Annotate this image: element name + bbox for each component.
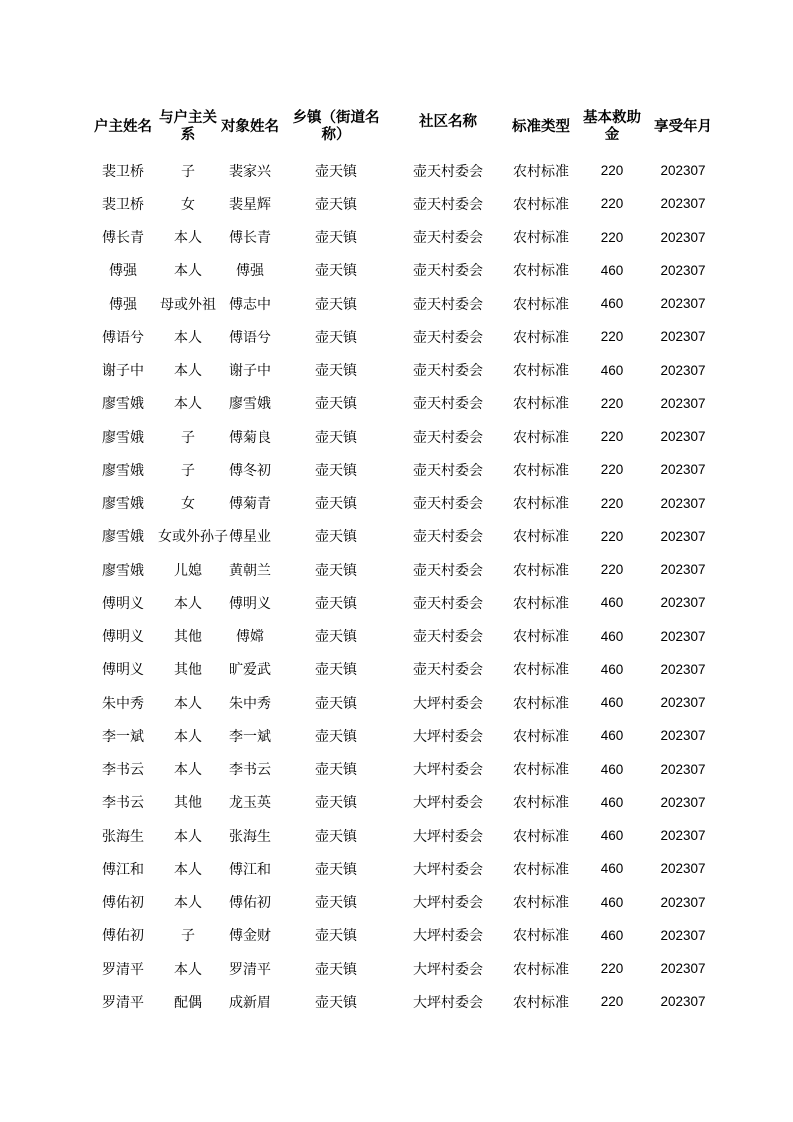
- cell-household-head: 廖雪娥: [102, 396, 144, 413]
- cell-recipient-name: 廖雪娥: [229, 396, 271, 413]
- cell-month: 202307: [660, 861, 706, 877]
- cell-household-head: 李一斌: [102, 728, 144, 745]
- cell-relation: 配偶: [174, 994, 202, 1011]
- cell-household-head: 罗清平: [102, 994, 144, 1011]
- cell-relation: 本人: [174, 895, 202, 912]
- cell-basic-aid: 460: [600, 828, 624, 844]
- cell-basic-aid: 460: [600, 761, 624, 777]
- cell-standard-type: 农村标准: [513, 994, 569, 1011]
- cell-community: 大坪村委会: [413, 961, 483, 978]
- cell-relation: 子: [181, 462, 195, 479]
- cell-standard-type: 农村标准: [513, 695, 569, 712]
- table-row: [88, 686, 718, 719]
- cell-month: 202307: [660, 362, 706, 378]
- cell-community: 壶天村委会: [413, 462, 483, 479]
- cell-community: 壶天村委会: [413, 629, 483, 646]
- cell-standard-type: 农村标准: [513, 961, 569, 978]
- cell-recipient-name: 罗清平: [229, 961, 271, 978]
- cell-standard-type: 农村标准: [513, 163, 569, 180]
- cell-recipient-name: 傅强: [236, 263, 264, 280]
- cell-recipient-name: 傅志中: [229, 296, 271, 313]
- cell-household-head: 张海生: [102, 828, 144, 845]
- table-row: [88, 985, 718, 1018]
- cell-relation: 儿媳: [174, 562, 202, 579]
- cell-relation: 其他: [174, 662, 202, 679]
- cell-recipient-name: 李一斌: [229, 728, 271, 745]
- cell-standard-type: 农村标准: [513, 562, 569, 579]
- table-row: [88, 553, 718, 586]
- cell-month: 202307: [660, 495, 706, 511]
- cell-standard-type: 农村标准: [513, 429, 569, 446]
- cell-month: 202307: [660, 296, 706, 312]
- cell-recipient-name: 傅菊青: [229, 496, 271, 513]
- cell-household-head: 裴卫桥: [102, 196, 144, 213]
- cell-town: 壶天镇: [315, 196, 357, 213]
- table-row: [88, 354, 718, 387]
- cell-relation: 子: [181, 928, 195, 945]
- cell-town: 壶天镇: [315, 496, 357, 513]
- cell-community: 壶天村委会: [413, 529, 483, 546]
- cell-basic-aid: 460: [600, 296, 624, 312]
- cell-recipient-name: 朱中秀: [229, 695, 271, 712]
- cell-town: 壶天镇: [315, 363, 357, 380]
- cell-recipient-name: 旷爱武: [229, 662, 271, 679]
- table-row: [88, 420, 718, 453]
- cell-household-head: 谢子中: [102, 363, 144, 380]
- table-row: [88, 852, 718, 885]
- table-row: [88, 653, 718, 686]
- cell-standard-type: 农村标准: [513, 462, 569, 479]
- cell-recipient-name: 傅冬初: [229, 462, 271, 479]
- cell-relation: 女或外孙子: [158, 529, 228, 546]
- cell-town: 壶天镇: [315, 163, 357, 180]
- cell-month: 202307: [660, 262, 706, 278]
- cell-household-head: 李书云: [102, 762, 144, 779]
- header-household-head: 户主姓名: [94, 118, 152, 135]
- cell-town: 壶天镇: [315, 230, 357, 247]
- cell-household-head: 傅语兮: [102, 329, 144, 346]
- header-town: 乡镇（街道名称）: [292, 110, 380, 143]
- cell-basic-aid: 220: [600, 429, 624, 445]
- header-standard-type: 标准类型: [512, 118, 570, 135]
- cell-community: 壶天村委会: [413, 662, 483, 679]
- cell-household-head: 廖雪娥: [102, 429, 144, 446]
- cell-basic-aid: 220: [600, 163, 624, 179]
- cell-household-head: 傅强: [109, 263, 137, 280]
- cell-community: 大坪村委会: [413, 695, 483, 712]
- cell-basic-aid: 460: [600, 695, 624, 711]
- cell-community: 壶天村委会: [413, 363, 483, 380]
- cell-town: 壶天镇: [315, 529, 357, 546]
- table-row: [88, 287, 718, 320]
- cell-relation: 本人: [174, 861, 202, 878]
- header-relation: 与户主关系: [159, 110, 217, 143]
- cell-relation: 本人: [174, 595, 202, 612]
- cell-month: 202307: [660, 562, 706, 578]
- cell-month: 202307: [660, 196, 706, 212]
- cell-basic-aid: 220: [600, 462, 624, 478]
- cell-household-head: 傅明义: [102, 662, 144, 679]
- table-row: [88, 154, 718, 187]
- cell-relation: 本人: [174, 230, 202, 247]
- cell-basic-aid: 220: [600, 961, 624, 977]
- cell-relation: 其他: [174, 795, 202, 812]
- cell-month: 202307: [660, 163, 706, 179]
- cell-recipient-name: 傅明义: [229, 595, 271, 612]
- table-row: [88, 254, 718, 287]
- cell-town: 壶天镇: [315, 762, 357, 779]
- cell-community: 大坪村委会: [413, 795, 483, 812]
- cell-basic-aid: 220: [600, 395, 624, 411]
- cell-recipient-name: 黄朝兰: [229, 562, 271, 579]
- cell-month: 202307: [660, 395, 706, 411]
- table-row: [88, 320, 718, 353]
- cell-recipient-name: 张海生: [229, 828, 271, 845]
- cell-town: 壶天镇: [315, 662, 357, 679]
- cell-town: 壶天镇: [315, 595, 357, 612]
- cell-town: 壶天镇: [315, 861, 357, 878]
- table-row: [88, 919, 718, 952]
- cell-recipient-name: 龙玉英: [229, 795, 271, 812]
- cell-standard-type: 农村标准: [513, 728, 569, 745]
- cell-standard-type: 农村标准: [513, 529, 569, 546]
- cell-basic-aid: 220: [600, 229, 624, 245]
- cell-relation: 本人: [174, 263, 202, 280]
- cell-month: 202307: [660, 961, 706, 977]
- cell-household-head: 朱中秀: [102, 695, 144, 712]
- table-row: [88, 753, 718, 786]
- cell-town: 壶天镇: [315, 828, 357, 845]
- cell-month: 202307: [660, 661, 706, 677]
- cell-basic-aid: 220: [600, 329, 624, 345]
- cell-relation: 女: [181, 196, 195, 213]
- cell-community: 壶天村委会: [413, 429, 483, 446]
- cell-recipient-name: 傅江和: [229, 861, 271, 878]
- cell-recipient-name: 傅嫦: [236, 629, 264, 646]
- cell-basic-aid: 220: [600, 994, 624, 1010]
- cell-month: 202307: [660, 894, 706, 910]
- cell-recipient-name: 傅语兮: [229, 329, 271, 346]
- cell-relation: 本人: [174, 396, 202, 413]
- cell-standard-type: 农村标准: [513, 263, 569, 280]
- cell-community: 大坪村委会: [413, 762, 483, 779]
- table-row: [88, 487, 718, 520]
- cell-basic-aid: 460: [600, 927, 624, 943]
- cell-town: 壶天镇: [315, 895, 357, 912]
- cell-town: 壶天镇: [315, 396, 357, 413]
- cell-town: 壶天镇: [315, 329, 357, 346]
- cell-household-head: 傅长青: [102, 230, 144, 247]
- cell-community: 壶天村委会: [413, 230, 483, 247]
- cell-standard-type: 农村标准: [513, 828, 569, 845]
- cell-community: 壶天村委会: [413, 329, 483, 346]
- cell-community: 壶天村委会: [413, 595, 483, 612]
- cell-community: 壶天村委会: [413, 562, 483, 579]
- cell-town: 壶天镇: [315, 994, 357, 1011]
- cell-household-head: 廖雪娥: [102, 529, 144, 546]
- cell-household-head: 裴卫桥: [102, 163, 144, 180]
- cell-community: 壶天村委会: [413, 163, 483, 180]
- cell-month: 202307: [660, 628, 706, 644]
- cell-month: 202307: [660, 528, 706, 544]
- cell-month: 202307: [660, 761, 706, 777]
- header-recipient-name: 对象姓名: [221, 118, 279, 135]
- cell-relation: 女: [181, 496, 195, 513]
- cell-recipient-name: 裴星辉: [229, 196, 271, 213]
- cell-household-head: 廖雪娥: [102, 562, 144, 579]
- cell-relation: 本人: [174, 695, 202, 712]
- cell-basic-aid: 460: [600, 728, 624, 744]
- table-row: [88, 520, 718, 553]
- cell-relation: 本人: [174, 961, 202, 978]
- cell-household-head: 傅强: [109, 296, 137, 313]
- cell-month: 202307: [660, 229, 706, 245]
- cell-month: 202307: [660, 794, 706, 810]
- cell-relation: 本人: [174, 329, 202, 346]
- cell-recipient-name: 裴家兴: [229, 163, 271, 180]
- table-row: [88, 719, 718, 752]
- table-row: [88, 387, 718, 420]
- cell-recipient-name: 傅佑初: [229, 895, 271, 912]
- cell-household-head: 傅江和: [102, 861, 144, 878]
- cell-relation: 本人: [174, 762, 202, 779]
- cell-standard-type: 农村标准: [513, 595, 569, 612]
- cell-household-head: 李书云: [102, 795, 144, 812]
- table-row: [88, 586, 718, 619]
- table-row: [88, 819, 718, 852]
- cell-standard-type: 农村标准: [513, 762, 569, 779]
- cell-standard-type: 农村标准: [513, 296, 569, 313]
- cell-standard-type: 农村标准: [513, 895, 569, 912]
- table-row: [88, 221, 718, 254]
- cell-basic-aid: 460: [600, 262, 624, 278]
- assistance-roster: [88, 100, 728, 1019]
- cell-basic-aid: 460: [600, 661, 624, 677]
- cell-relation: 本人: [174, 728, 202, 745]
- cell-town: 壶天镇: [315, 263, 357, 280]
- cell-town: 壶天镇: [315, 695, 357, 712]
- cell-month: 202307: [660, 595, 706, 611]
- cell-basic-aid: 220: [600, 562, 624, 578]
- cell-community: 大坪村委会: [413, 728, 483, 745]
- header-community: 社区名称: [419, 113, 477, 130]
- cell-household-head: 罗清平: [102, 961, 144, 978]
- cell-standard-type: 农村标准: [513, 928, 569, 945]
- cell-community: 壶天村委会: [413, 196, 483, 213]
- cell-household-head: 傅明义: [102, 595, 144, 612]
- header-basic-aid: 基本救助金: [583, 110, 641, 143]
- cell-basic-aid: 220: [600, 196, 624, 212]
- cell-basic-aid: 460: [600, 628, 624, 644]
- cell-standard-type: 农村标准: [513, 795, 569, 812]
- cell-community: 壶天村委会: [413, 396, 483, 413]
- cell-community: 大坪村委会: [413, 895, 483, 912]
- cell-standard-type: 农村标准: [513, 329, 569, 346]
- table-row: [88, 453, 718, 486]
- cell-month: 202307: [660, 927, 706, 943]
- cell-town: 壶天镇: [315, 795, 357, 812]
- cell-town: 壶天镇: [315, 462, 357, 479]
- cell-recipient-name: 傅长青: [229, 230, 271, 247]
- cell-community: 大坪村委会: [413, 928, 483, 945]
- cell-basic-aid: 220: [600, 495, 624, 511]
- cell-household-head: 廖雪娥: [102, 496, 144, 513]
- cell-basic-aid: 460: [600, 595, 624, 611]
- cell-basic-aid: 460: [600, 794, 624, 810]
- cell-standard-type: 农村标准: [513, 196, 569, 213]
- cell-town: 壶天镇: [315, 928, 357, 945]
- cell-month: 202307: [660, 994, 706, 1010]
- cell-relation: 子: [181, 163, 195, 180]
- table-body: [88, 154, 718, 1019]
- cell-basic-aid: 460: [600, 362, 624, 378]
- cell-month: 202307: [660, 462, 706, 478]
- cell-basic-aid: 460: [600, 861, 624, 877]
- cell-household-head: 傅明义: [102, 629, 144, 646]
- cell-town: 壶天镇: [315, 629, 357, 646]
- cell-town: 壶天镇: [315, 961, 357, 978]
- cell-standard-type: 农村标准: [513, 363, 569, 380]
- table-row: [88, 886, 718, 919]
- table-row: [88, 620, 718, 653]
- cell-month: 202307: [660, 429, 706, 445]
- cell-standard-type: 农村标准: [513, 496, 569, 513]
- cell-community: 大坪村委会: [413, 994, 483, 1011]
- cell-town: 壶天镇: [315, 728, 357, 745]
- cell-relation: 子: [181, 429, 195, 446]
- cell-basic-aid: 460: [600, 894, 624, 910]
- cell-recipient-name: 李书云: [229, 762, 271, 779]
- cell-community: 大坪村委会: [413, 861, 483, 878]
- header-month: 享受年月: [654, 118, 712, 135]
- cell-month: 202307: [660, 695, 706, 711]
- cell-relation: 本人: [174, 828, 202, 845]
- cell-town: 壶天镇: [315, 429, 357, 446]
- cell-community: 壶天村委会: [413, 263, 483, 280]
- table-row: [88, 952, 718, 985]
- table-row: [88, 786, 718, 819]
- cell-standard-type: 农村标准: [513, 662, 569, 679]
- table-header-row: [88, 100, 718, 154]
- cell-relation: 母或外祖: [160, 296, 216, 313]
- cell-household-head: 傅佑初: [102, 895, 144, 912]
- cell-community: 壶天村委会: [413, 496, 483, 513]
- cell-month: 202307: [660, 728, 706, 744]
- cell-recipient-name: 傅星业: [229, 529, 271, 546]
- cell-recipient-name: 傅金财: [229, 928, 271, 945]
- cell-community: 壶天村委会: [413, 296, 483, 313]
- cell-month: 202307: [660, 329, 706, 345]
- cell-household-head: 廖雪娥: [102, 462, 144, 479]
- cell-standard-type: 农村标准: [513, 396, 569, 413]
- cell-town: 壶天镇: [315, 562, 357, 579]
- cell-household-head: 傅佑初: [102, 928, 144, 945]
- cell-basic-aid: 220: [600, 528, 624, 544]
- cell-town: 壶天镇: [315, 296, 357, 313]
- assistance-table: [88, 100, 718, 1019]
- cell-standard-type: 农村标准: [513, 629, 569, 646]
- cell-standard-type: 农村标准: [513, 861, 569, 878]
- cell-standard-type: 农村标准: [513, 230, 569, 247]
- cell-recipient-name: 成新眉: [229, 994, 271, 1011]
- cell-month: 202307: [660, 828, 706, 844]
- cell-relation: 本人: [174, 363, 202, 380]
- cell-recipient-name: 谢子中: [229, 363, 271, 380]
- table-row: [88, 187, 718, 220]
- cell-relation: 其他: [174, 629, 202, 646]
- cell-recipient-name: 傅菊良: [229, 429, 271, 446]
- cell-community: 大坪村委会: [413, 828, 483, 845]
